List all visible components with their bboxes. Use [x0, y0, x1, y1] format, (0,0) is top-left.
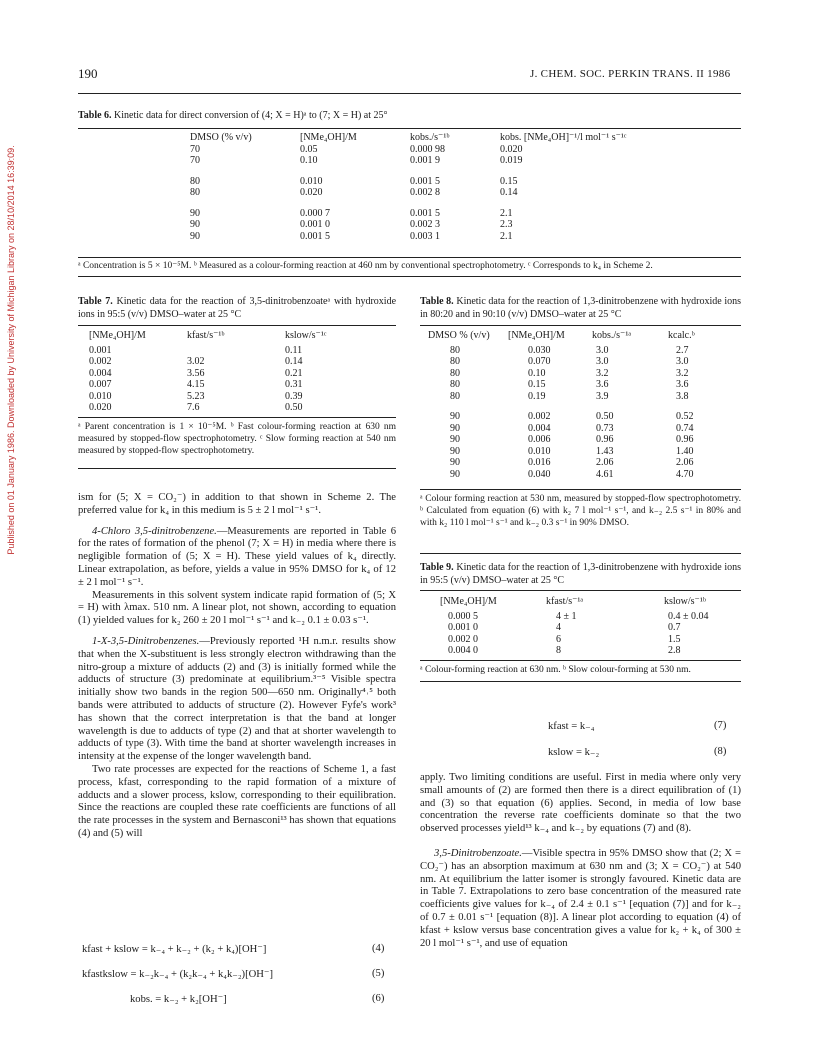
table-row: 80 0.010 0.001 5 0.15	[190, 175, 518, 187]
table-row: 90 0.016 2.06 2.06	[450, 457, 694, 468]
table7-header-row	[89, 330, 375, 342]
equation-5-number: (5)	[372, 968, 385, 979]
paragraph: 4-Chloro 3,5-dinitrobenzene.—Measurements are reported in Table 6 for the rates of formation of the phenol (7; X = H) in media where there is negligible formation of (5; X = H). These yield values of k₄ directly. Linear extrapolation, as before, yields a value in 95% DMSO for k₄ of 12 ± 2 l mol⁻¹ s⁻¹.	[78, 525, 397, 588]
table-row: 0.020 7.6 0.50	[89, 402, 303, 413]
table7-footnote: ᵃ Parent concentration is 1 × 10⁻⁵M. ᵇ Fast colour-forming reaction at 630 nm measured by stopped-flow spectrophotometry. ᶜ Slow forming reaction at 540 nm measured by stopped-flow spectrophotometry.	[78, 422, 396, 456]
table7-bottom-rule	[78, 468, 396, 469]
table7-caption	[78, 296, 396, 321]
page-number: 190	[78, 66, 98, 81]
table-row: 90 0.040 4.61 4.70	[450, 468, 694, 480]
table9-header-row	[440, 596, 754, 608]
paragraph: 1-X-3,5-Dinitrobenzenes.—Previously reported ¹H n.m.r. results show that when the X-substituent is less strongly electron withdrawing than the nitro-group a mixture of adducts (2) and (3) is initially formed while the adducts of structure (3) predominate at equilibrium.³⁻⁵ Visible spectra initially show two bands in the region 500—650 nm. Originally⁴˒⁵ both bands were attributed to adducts of structure (2). However Fyfe's work³ has shown that the correct interpretation is that the band at longer wavelength is due to adducts of type (2) and that at shorter wavelength to adducts of type (3). With time the band at shorter wavelength increases in intensity at the expense of the longer wavelength band.	[78, 635, 396, 763]
table9-header: kslow/s⁻¹ᵇ	[664, 596, 706, 607]
table7-header: [NMe₄OH]/M	[89, 330, 146, 341]
paragraph: Two rate processes are expected for the reactions of Scheme 1, a fast process, kfast, corresponding to the rapid formation of a mixture of adducts and a slower process, kslow, corresponding to their equilibration. Since the reactions are coupled these rate coefficients are functions of all the rate processes in the system and Bernasconi¹³ has shown that equations (4) and (5) will	[78, 763, 396, 839]
table8-label: Table 8.	[420, 296, 454, 307]
journal-header: J. CHEM. SOC. PERKIN TRANS. II 1986	[530, 68, 731, 80]
table-row: 80 0.030 3.0 2.7	[450, 344, 689, 356]
equation-4: kfast + kslow = k₋₄ + k₋₂ + (k₂ + k₄)[OH⁻]	[82, 944, 267, 955]
table-row: 80 0.10 3.2 3.2	[450, 367, 689, 379]
equation-4-number: (4)	[372, 943, 385, 954]
table8-header-row	[428, 330, 728, 342]
equation-7-number: (7)	[714, 720, 727, 731]
table9-header: kfast/s⁻¹ᵃ	[546, 596, 584, 607]
table8-header: DMSO % (v/v)	[428, 330, 490, 341]
table-row: 0.010 5.23 0.39	[89, 390, 303, 402]
table-row: 90 0.001 5 0.003 1 2.1	[190, 230, 513, 242]
table6-header: [NMe₄OH]/M	[300, 132, 357, 143]
table7-caption-text: Kinetic data for the reaction of 3,5-dinitrobenzoateᵃ with hydroxide ions in 95:5 (v/v) DMSO–water at 25 °C	[78, 296, 397, 320]
table6-header: kobs./s⁻¹ᵇ	[410, 132, 450, 143]
table-row: 90 0.000 7 0.001 5 2.1	[190, 207, 513, 219]
paragraph: apply. Two limiting conditions are useful. First in media where only very small amounts of (2) are formed then there is a direct equilibration of (1) and (3) so that equation (6) applies. Second, in media of low base concentration the reverse rate coefficients dominate so that the two observed processes yield¹³ k₋₄ and k₋₂ by equations (7) and (8).	[420, 772, 741, 835]
table7-top-rule	[78, 325, 396, 326]
download-watermark: Published on 01 January 1986. Downloaded by University of Michigan Library on 28/10/2014 16:39:09.	[6, 145, 16, 555]
left-body-text	[78, 492, 396, 841]
table-row: 90 0.004 0.73 0.74	[450, 422, 694, 434]
table-row: 0.002 0 6 1.5	[448, 633, 681, 645]
table6-bottom-rule	[78, 276, 741, 277]
header-rule	[78, 93, 741, 94]
table7-mid-rule	[78, 417, 396, 418]
table9	[440, 596, 754, 657]
table6-label: Table 6.	[78, 110, 112, 121]
table8	[428, 330, 728, 480]
table8-caption	[420, 296, 741, 321]
table8-header: kcalc.ᵇ	[668, 330, 695, 341]
table9-caption-text: Kinetic data for the reaction of 1,3-dinitrobenzene with hydroxide ions in 95:5 (v/v) DMSO–water at 25 °C	[420, 562, 741, 586]
table-row: 0.001 0 4 0.7	[448, 622, 681, 633]
table6-top-rule	[78, 128, 741, 129]
table7-label: Table 7.	[78, 296, 113, 307]
table-row: 80 0.19 3.9 3.8	[450, 390, 689, 402]
equation-6-number: (6)	[372, 993, 385, 1004]
table7-header: kslow/s⁻¹ᶜ	[285, 330, 327, 341]
table8-mid-rule	[420, 489, 741, 490]
table8-footnote: ᵃ Colour forming reaction at 530 nm, measured by stopped-flow spectrophotometry. ᵇ Calculated from equation (6) with k₂ 7 l mol⁻¹ s⁻¹, and k₋₂ 2.5 s⁻¹ in 80% and with k₂ 110 l mol⁻¹ s⁻¹ and k₋₂ 0.3 s⁻¹ in 90% DMSO.	[420, 494, 741, 528]
table9-footnote: ᵃ Colour-forming reaction at 630 nm. ᵇ Slow colour-forming at 530 nm.	[420, 665, 691, 675]
equation-5: kfastkslow = k₋₂k₋₄ + (k₂k₋₄ + k₄k₋₂)[OH⁻]	[82, 969, 274, 980]
table-row: 90 0.010 1.43 1.40	[450, 445, 694, 457]
table-row: 90 0.006 0.96 0.96	[450, 434, 694, 445]
table-row: 0.002 3.02 0.14	[89, 356, 303, 367]
table-row: 90 0.001 0 0.002 3 2.3	[190, 219, 513, 230]
equation-7: kfast = k₋₄	[548, 721, 595, 732]
table7-header: kfast/s⁻¹ᵇ	[187, 330, 225, 341]
table-row: 70 0.10 0.001 9 0.019	[190, 155, 523, 166]
table9-top-rule	[420, 590, 741, 591]
table-row: 0.001 0.11	[89, 344, 303, 356]
paragraph: 3,5-Dinitrobenzoate.—Visible spectra in 95% DMSO show that (2; X = CO₂⁻) has an absorption maximum at 630 nm and (3; X = CO₂⁻) at 540 nm. At equilibrium the latter isomer is strongly favoured. Kinetic data are in Table 7. Extrapolations to zero base concentration of the measured rate coefficients give values for k₋₄ of 2.4 ± 0.1 s⁻¹ [equation (7)] and for k₋₂ of 0.7 ± 0.01 s⁻¹ [equation (8)]. A linear plot according to equation (4) of kfast + kslow versus base concentration gives a value for k₂ + k₄ of 300 ± 20 l mol⁻¹ s⁻¹, and use of equation	[420, 847, 741, 949]
table8-header: [NMe₄OH]/M	[508, 330, 565, 341]
table6-mid-rule	[78, 257, 741, 258]
table9-header: [NMe₄OH]/M	[440, 596, 497, 607]
table6	[190, 132, 680, 242]
table9-bottom-rule	[420, 681, 741, 682]
table-row: 0.000 5 4 ± 1 0.4 ± 0.04	[448, 610, 709, 622]
table6-header: DMSO (% v/v)	[190, 132, 252, 143]
equation-8-number: (8)	[714, 746, 727, 757]
section-heading: 1-X-3,5-Dinitrobenzenes.	[92, 635, 200, 647]
table-row: 0.004 3.56 0.21	[89, 367, 303, 379]
table-row: 0.007 4.15 0.31	[89, 379, 303, 390]
equation-6: kobs. = k₋₂ + k₂[OH⁻]	[130, 994, 227, 1005]
paragraph: Measurements in this solvent system indicate rapid formation of (5; X = H) with λmax. 510 nm. A linear plot, not shown, according to equation (1) yielded values for k₂ 260 ± 20 l mol⁻¹ s⁻¹ and k₋₂ 0.1 ± 0.03 s⁻¹.	[78, 589, 396, 627]
table-row: 80 0.020 0.002 8 0.14	[190, 187, 518, 198]
table-row: 80 0.070 3.0 3.0	[450, 356, 689, 367]
table8-caption-text: Kinetic data for the reaction of 1,3-dinitrobenzene with hydroxide ions in 80:20 and in 90:10 (v/v) DMSO–water at 25 °C	[420, 296, 741, 320]
table9-mid-rule	[420, 660, 741, 661]
section-heading: 3,5-Dinitrobenzoate.	[434, 847, 522, 859]
table6-caption	[78, 110, 741, 123]
table6-caption-text: Kinetic data for direct conversion of (4; X = H)ᵃ to (7; X = H) at 25°	[114, 110, 388, 121]
table-row: 0.004 0 8 2.8	[448, 645, 681, 656]
table-row: 80 0.15 3.6 3.6	[450, 379, 689, 390]
table8-top-rule	[420, 325, 741, 326]
table6-footnote: ᵃ Concentration is 5 × 10⁻⁵M. ᵇ Measured as a colour-forming reaction at 460 nm by conventional spectrophotometry. ᶜ Corresponds to k₄ in Scheme 2.	[78, 261, 653, 271]
paragraph: ism for (5; X = CO₂⁻) in addition to that shown in Scheme 2. The preferred value for k₄ in this medium is 5 ± 2 l mol⁻¹ s⁻¹.	[78, 492, 396, 516]
table6-header: kobs. [NMe₄OH]⁻¹/l mol⁻¹ s⁻¹ᶜ	[500, 132, 627, 143]
table9-label: Table 9.	[420, 562, 454, 573]
right-body-text	[420, 772, 741, 950]
table9-caption	[420, 562, 741, 587]
table8-header: kobs./s⁻¹ᵃ	[592, 330, 632, 341]
table-row: 90 0.002 0.50 0.52	[450, 411, 694, 422]
table8-bottom-rule	[420, 553, 741, 554]
table-row: 70 0.05 0.000 98 0.020	[190, 143, 523, 155]
section-heading: 4-Chloro 3,5-dinitrobenzene.	[92, 525, 217, 537]
table7	[89, 330, 375, 414]
equation-8: kslow = k₋₂	[548, 747, 600, 758]
table6-header-row	[190, 132, 680, 144]
